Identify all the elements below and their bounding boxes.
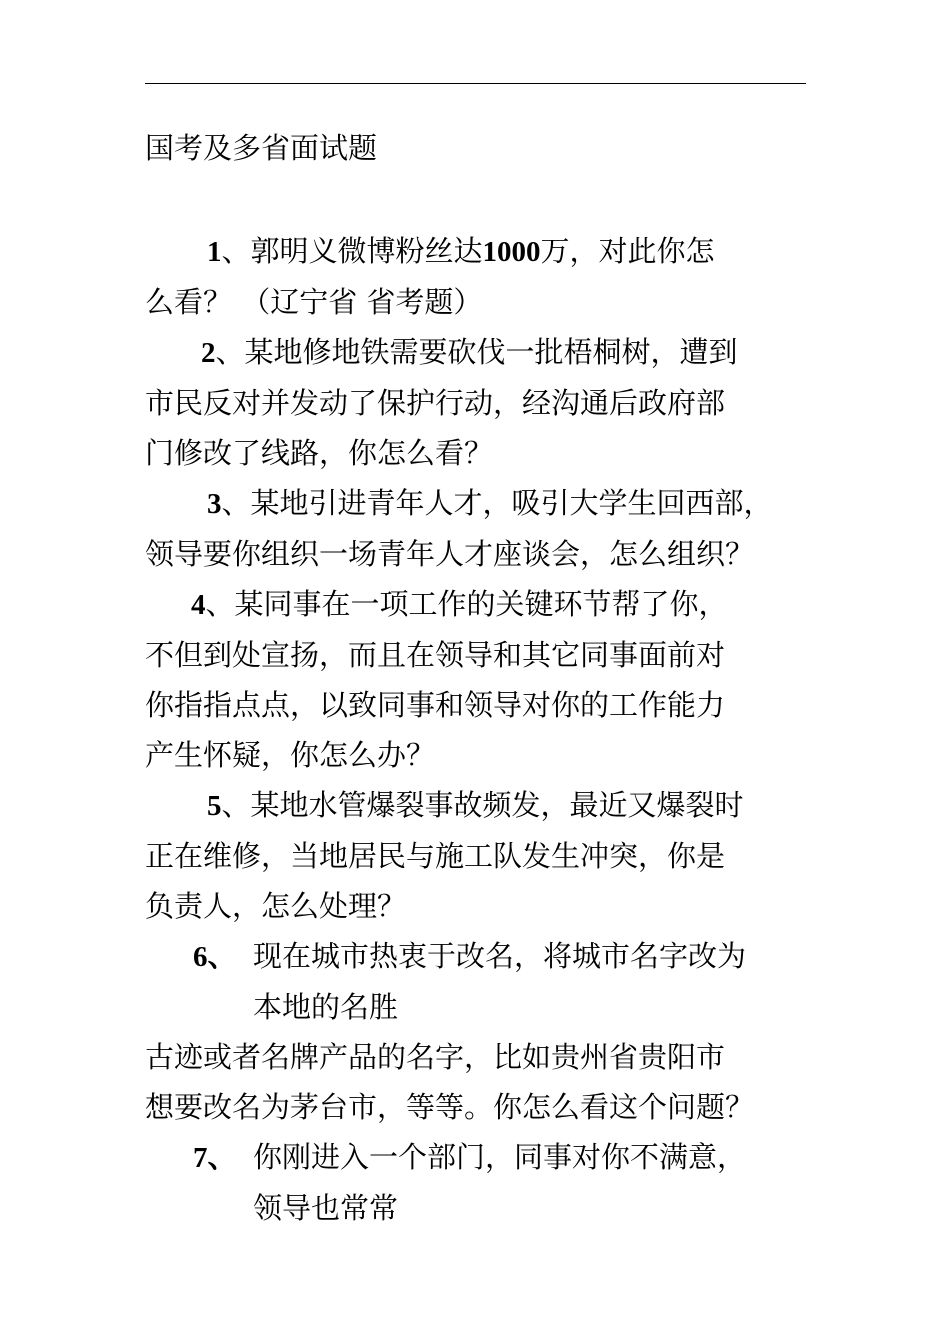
question-6: 6、 现在城市热衷于改名，将城市名字改为 本地的名胜 古迹或者名牌产品的名字，比如贵州省贵阳市 想要改名为茅台市，等等。你怎么看这个问题？: [145, 931, 835, 1132]
question-number: 7、: [193, 1142, 237, 1174]
question-number: 5: [207, 790, 222, 822]
question-number: 2: [201, 337, 216, 369]
question-3: 3、某地引进青年人才，吸引大学生回西部， 领导要你组织一场青年人才座谈会，怎么组织？: [145, 486, 773, 571]
header-rule: [145, 83, 806, 84]
question-7: 7、 你刚进入一个部门，同事对你不满意， 领导也常常: [145, 1132, 835, 1233]
question-number: 4: [191, 589, 206, 621]
question-2: 2、某地修地铁需要砍伐一批梧桐树，遭到 市民反对并发动了保护行动，经沟通后政府部 门修改了线路，你怎么看？: [145, 335, 738, 470]
question-number: 1: [207, 236, 222, 268]
document-title: 国考及多省面试题: [145, 131, 378, 165]
question-number: 6、: [193, 941, 237, 973]
question-5: 5、某地水管爆裂事故频发，最近又爆裂时 正在维修，当地居民与施工队发生冲突，你是 负责人，怎么处理？: [145, 788, 744, 923]
question-number: 3: [207, 488, 222, 520]
question-1: 1、郭明义微博粉丝达1000万，对此你怎 么看？ （辽宁省 省考题）: [145, 234, 715, 319]
question-4: 4、某同事在一项工作的关键环节帮了你， 不但到处宣扬，而且在领导和其它同事面前对 你指指点点，以致同事和领导对你的工作能力 产生怀疑，你怎么办？: [145, 587, 728, 772]
question-list: [145, 226, 835, 1233]
